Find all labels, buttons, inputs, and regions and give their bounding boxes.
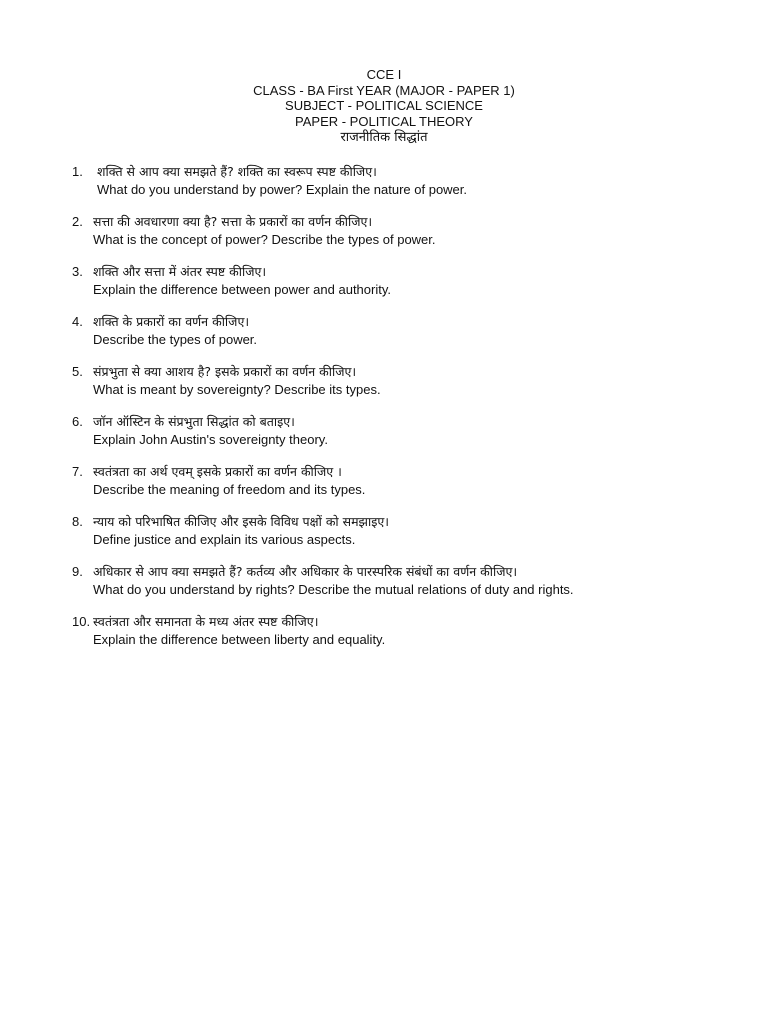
question-english: What is meant by sovereignty? Describe its types. <box>93 382 381 397</box>
question-item <box>72 513 732 563</box>
question-hindi: शक्ति और सत्ता में अंतर स्पष्ट कीजिए। <box>93 264 267 279</box>
question-number: 3. <box>72 264 83 279</box>
question-english: Explain the difference between liberty and equality. <box>93 632 386 647</box>
question-english: Explain the difference between power and authority. <box>93 282 391 297</box>
question-english: Explain John Austin's sovereignty theory. <box>93 432 328 447</box>
question-number: 8. <box>72 514 83 529</box>
question-item <box>72 213 732 263</box>
question-item <box>72 563 732 613</box>
question-number: 6. <box>72 414 83 429</box>
class-line: CLASS - BA First YEAR (MAJOR - PAPER 1) <box>253 82 515 98</box>
question-hindi: अधिकार से आप क्या समझते हैं? कर्तव्य और अधिकार के पारस्परिक संबंधों का वर्णन कीजिए। <box>93 564 518 579</box>
question-number: 7. <box>72 464 83 479</box>
question-number: 2. <box>72 214 83 229</box>
question-item <box>72 263 732 313</box>
question-number: 1. <box>72 164 83 179</box>
question-item <box>72 163 732 213</box>
question-hindi: सत्ता की अवधारणा क्या है? सत्ता के प्रकारों का वर्णन कीजिए। <box>93 214 373 229</box>
question-english: Define justice and explain its various aspects. <box>93 532 356 547</box>
paper-title-hindi: राजनीतिक सिद्धांत <box>340 130 428 145</box>
question-number: 9. <box>72 564 83 579</box>
exam-title: CCE I <box>366 67 402 82</box>
question-item <box>72 313 732 363</box>
question-hindi: शक्ति के प्रकारों का वर्णन कीजिए। <box>93 314 250 329</box>
question-hindi: स्वतंत्रता और समानता के मध्य अंतर स्पष्ट कीजिए। <box>93 614 319 629</box>
question-hindi: शक्ति से आप क्या समझते हैं? शक्ति का स्वरूप स्पष्ट कीजिए। <box>97 164 377 179</box>
question-hindi: संप्रभुता से क्या आशय है? इसके प्रकारों का वर्णन कीजिए। <box>93 364 357 379</box>
question-item <box>72 463 732 513</box>
document-header <box>0 67 768 146</box>
question-item <box>72 413 732 463</box>
question-english: What is the concept of power? Describe the types of power. <box>93 232 436 247</box>
question-english: What do you understand by power? Explain the nature of power. <box>97 182 468 197</box>
question-number: 4. <box>72 314 83 329</box>
paper-line: PAPER - POLITICAL THEORY <box>295 113 473 129</box>
question-number: 5. <box>72 364 83 379</box>
question-english: What do you understand by rights? Describe the mutual relations of duty and rights. <box>93 582 574 597</box>
question-number: 10. <box>72 614 91 629</box>
question-english: Describe the meaning of freedom and its types. <box>93 482 366 497</box>
question-hindi: न्याय को परिभाषित कीजिए और इसके विविध पक्षों को समझाइए। <box>93 514 390 529</box>
question-item <box>72 363 732 413</box>
question-list <box>72 163 732 663</box>
question-hindi: स्वतंत्रता का अर्थ एवम् इसके प्रकारों का वर्णन कीजिए । <box>93 464 342 479</box>
question-hindi: जॉन ऑस्टिन के संप्रभुता सिद्धांत को बताइए। <box>93 414 295 429</box>
subject-line: SUBJECT - POLITICAL SCIENCE <box>285 98 483 113</box>
question-english: Describe the types of power. <box>93 332 258 347</box>
question-item <box>72 613 732 663</box>
